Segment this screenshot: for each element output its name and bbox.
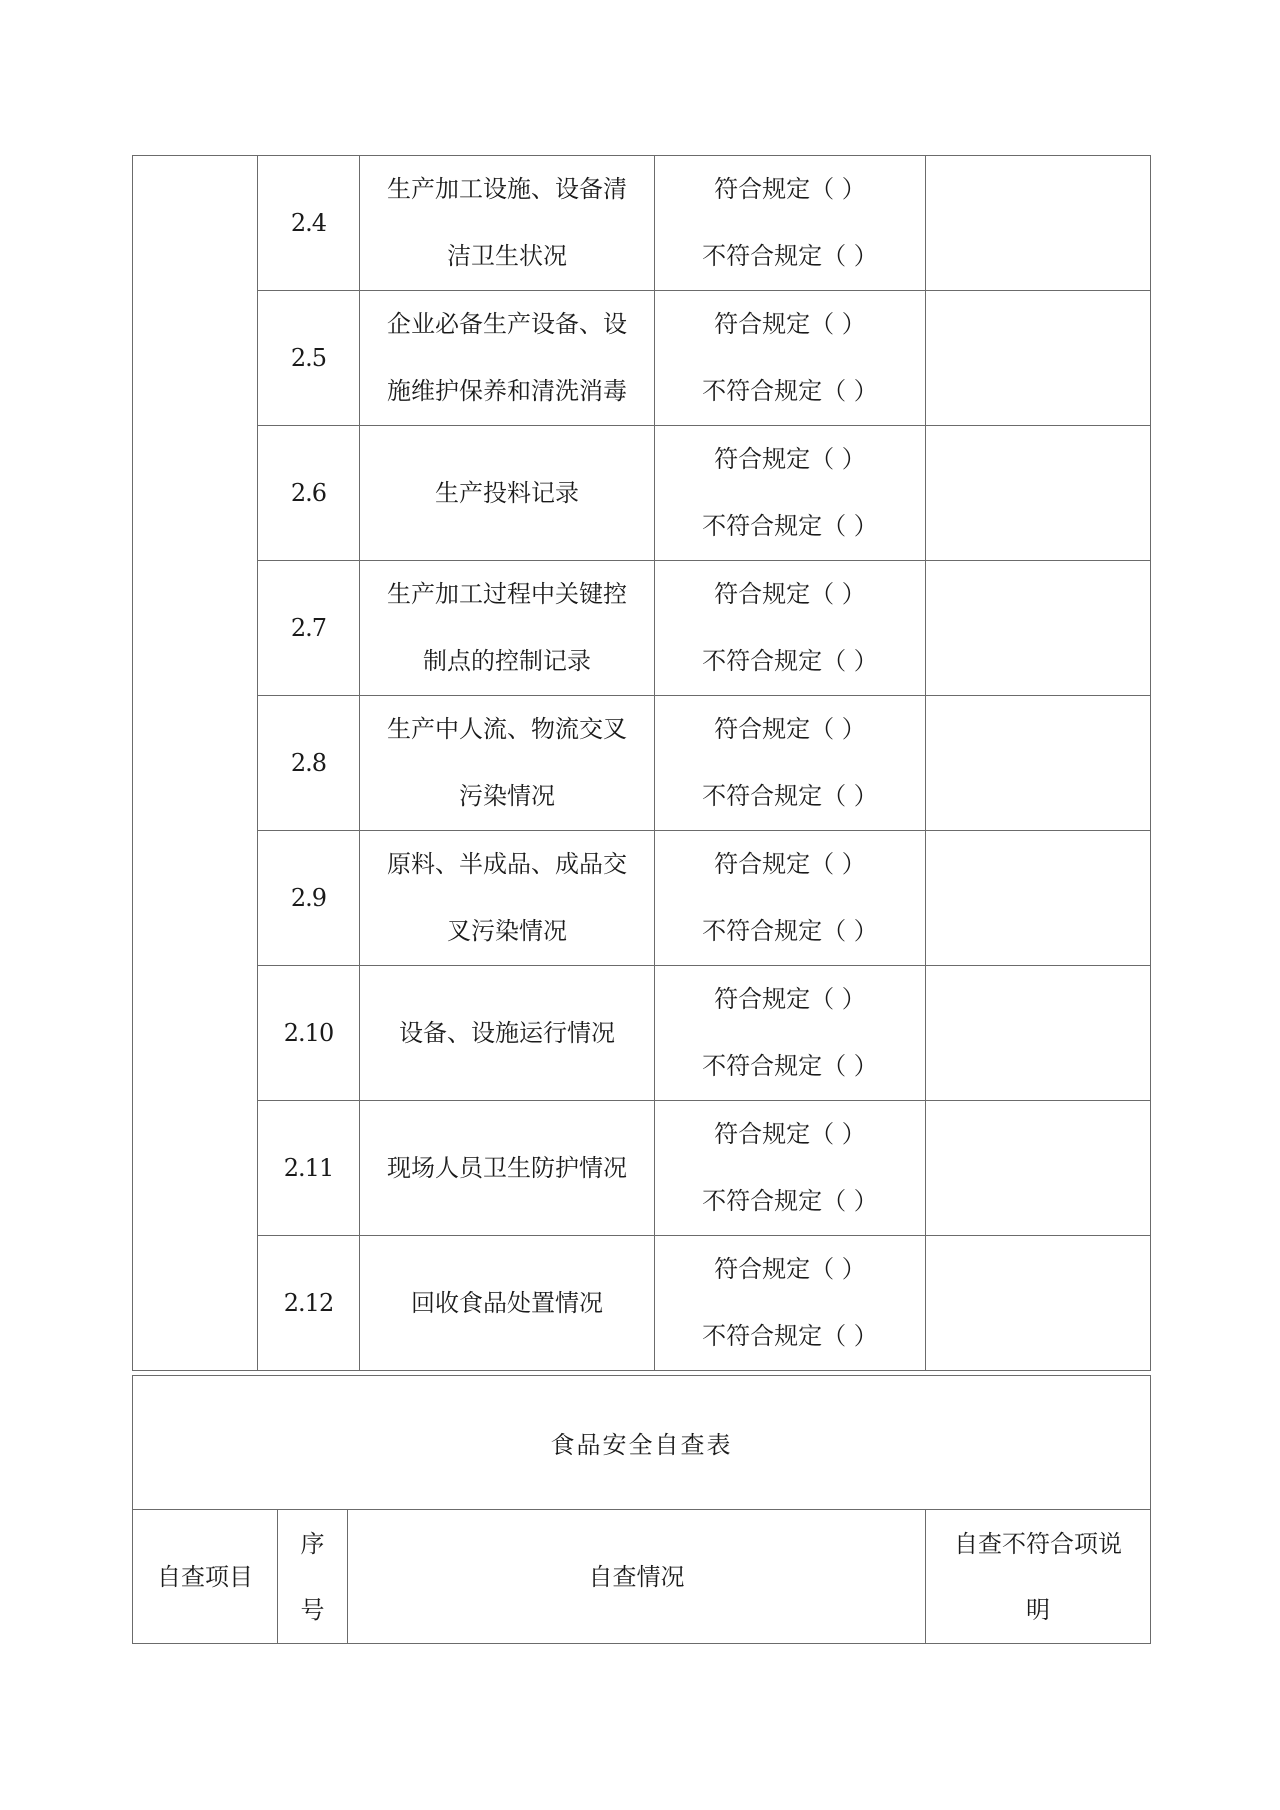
item-line: 原料、半成品、成品交 — [387, 850, 627, 878]
noncompliant-option: 不符合规定（ ） — [702, 917, 878, 945]
note-cell — [926, 1236, 1151, 1371]
seq-cell: 2.4 — [258, 156, 360, 291]
table-row — [133, 1101, 1151, 1236]
header-note-line-2: 明 — [1026, 1595, 1050, 1624]
compliant-option: 符合规定（ ） — [714, 985, 866, 1013]
compliant-option: 符合规定（ ） — [714, 175, 866, 203]
result-cell — [655, 966, 926, 1101]
item-line: 生产加工过程中关键控 — [387, 580, 627, 608]
item-line: 现场人员卫生防护情况 — [387, 1153, 627, 1182]
noncompliant-option: 不符合规定（ ） — [702, 782, 878, 810]
note-cell — [926, 561, 1151, 696]
result-cell — [655, 1236, 926, 1371]
seq-cell: 2.10 — [258, 966, 360, 1101]
item-line: 生产中人流、物流交叉 — [387, 715, 627, 743]
compliant-option: 符合规定（ ） — [714, 310, 866, 338]
item-line: 施维护保养和清洗消毒 — [387, 377, 627, 405]
item-cell — [360, 426, 655, 561]
header-note-line-1: 自查不符合项说 — [954, 1529, 1122, 1558]
form-title: 食品安全自查表 — [133, 1376, 1151, 1510]
compliant-option: 符合规定（ ） — [714, 580, 866, 608]
item-cell — [360, 831, 655, 966]
note-cell — [926, 156, 1151, 291]
noncompliant-option: 不符合规定（ ） — [702, 242, 878, 270]
header-seq-line-2: 号 — [300, 1595, 325, 1624]
noncompliant-option: 不符合规定（ ） — [702, 1322, 878, 1350]
noncompliant-option: 不符合规定（ ） — [702, 647, 878, 675]
table-row — [133, 1236, 1151, 1371]
table-row — [133, 156, 1151, 291]
seq-cell: 2.5 — [258, 291, 360, 426]
seq-cell: 2.12 — [258, 1236, 360, 1371]
item-cell — [360, 561, 655, 696]
table-row — [133, 561, 1151, 696]
item-line: 叉污染情况 — [447, 917, 567, 945]
header-status: 自查情况 — [348, 1510, 926, 1644]
table-row — [133, 291, 1151, 426]
compliant-option: 符合规定（ ） — [714, 445, 866, 473]
result-cell — [655, 291, 926, 426]
compliant-option: 符合规定（ ） — [714, 715, 866, 743]
result-cell — [655, 156, 926, 291]
result-cell — [655, 561, 926, 696]
seq-cell: 2.8 — [258, 696, 360, 831]
note-cell — [926, 426, 1151, 561]
item-line: 洁卫生状况 — [447, 242, 567, 270]
seq-cell: 2.7 — [258, 561, 360, 696]
item-cell — [360, 156, 655, 291]
table-row — [133, 426, 1151, 561]
header-note — [926, 1510, 1151, 1644]
result-cell — [655, 1101, 926, 1236]
item-line: 污染情况 — [459, 782, 555, 810]
noncompliant-option: 不符合规定（ ） — [702, 1187, 878, 1215]
item-cell — [360, 966, 655, 1101]
item-cell — [360, 1236, 655, 1371]
item-line: 制点的控制记录 — [423, 647, 591, 675]
item-line: 企业必备生产设备、设 — [387, 310, 627, 338]
checklist-body — [133, 156, 1151, 1371]
noncompliant-option: 不符合规定（ ） — [702, 1052, 878, 1080]
compliant-option: 符合规定（ ） — [714, 1120, 866, 1148]
note-cell — [926, 1101, 1151, 1236]
category-cell — [133, 156, 258, 1371]
table-row — [133, 966, 1151, 1101]
note-cell — [926, 966, 1151, 1101]
header-seq-line-1: 序 — [300, 1529, 325, 1558]
self-check-header-table — [132, 1375, 1151, 1644]
result-cell — [655, 696, 926, 831]
item-line: 生产投料记录 — [435, 478, 579, 507]
result-cell — [655, 426, 926, 561]
table-row — [133, 831, 1151, 966]
compliant-option: 符合规定（ ） — [714, 1255, 866, 1283]
seq-cell: 2.11 — [258, 1101, 360, 1236]
noncompliant-option: 不符合规定（ ） — [702, 512, 878, 540]
item-line: 设备、设施运行情况 — [399, 1018, 615, 1047]
header-seq — [278, 1510, 348, 1644]
compliant-option: 符合规定（ ） — [714, 850, 866, 878]
header-item: 自查项目 — [133, 1510, 278, 1644]
result-cell — [655, 831, 926, 966]
note-cell — [926, 696, 1151, 831]
note-cell — [926, 831, 1151, 966]
checklist-table — [132, 155, 1151, 1371]
table-row — [133, 696, 1151, 831]
item-cell — [360, 291, 655, 426]
noncompliant-option: 不符合规定（ ） — [702, 377, 878, 405]
item-cell — [360, 696, 655, 831]
note-cell — [926, 291, 1151, 426]
seq-cell: 2.9 — [258, 831, 360, 966]
item-cell — [360, 1101, 655, 1236]
item-line: 回收食品处置情况 — [411, 1288, 603, 1317]
seq-cell: 2.6 — [258, 426, 360, 561]
item-line: 生产加工设施、设备清 — [387, 175, 627, 203]
